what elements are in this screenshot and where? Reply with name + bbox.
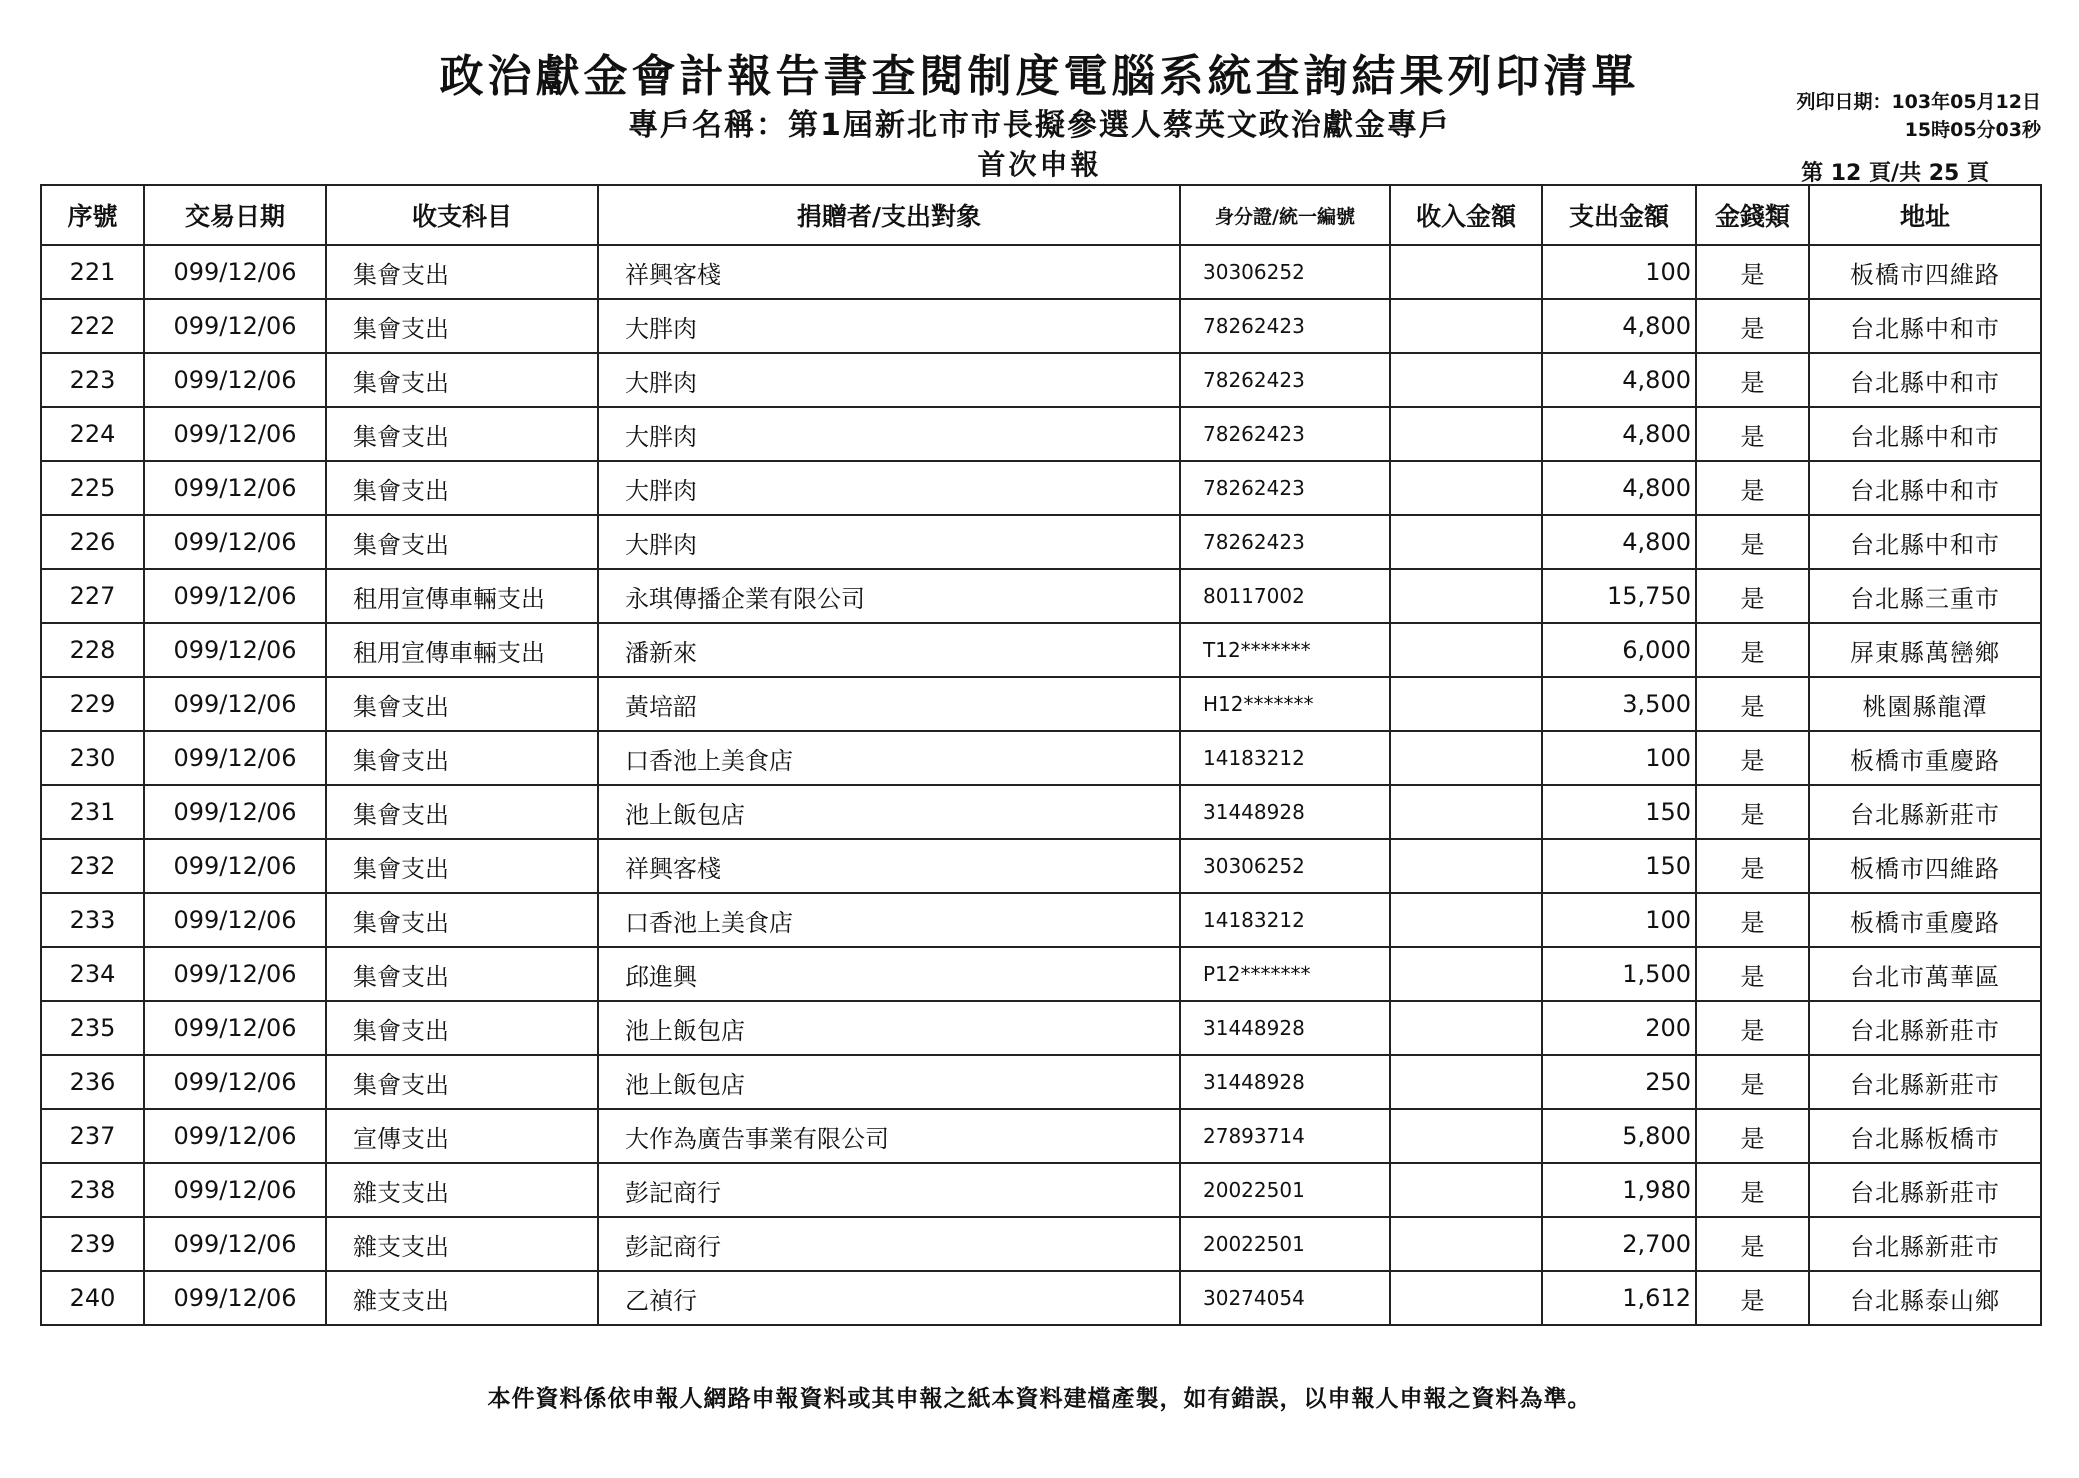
cell-date: 099/12/06 [144,839,326,893]
cell-expense: 4,800 [1542,407,1696,461]
table-row [41,731,2041,785]
cell-expense: 3,500 [1542,677,1696,731]
col-header-id: 身分證/統一編號 [1180,185,1390,245]
cell-date: 099/12/06 [144,623,326,677]
cell-cash: 是 [1696,677,1809,731]
cell-date: 099/12/06 [144,569,326,623]
cell-expense: 150 [1542,839,1696,893]
table-row [41,515,2041,569]
cell-address: 桃園縣龍潭 [1809,677,2041,731]
cell-party: 潘新來 [598,623,1180,677]
cell-cash: 是 [1696,245,1809,299]
print-date-line1: 列印日期：103年05月12日 [1796,91,2041,113]
cell-income [1390,1109,1542,1163]
table-row [41,893,2041,947]
col-header-address: 地址 [1809,185,2041,245]
cell-cash: 是 [1696,353,1809,407]
header-row [41,185,2041,245]
cell-cash: 是 [1696,1217,1809,1271]
cell-category: 雜支支出 [326,1163,598,1217]
cell-date: 099/12/06 [144,893,326,947]
cell-expense: 4,800 [1542,299,1696,353]
cell-seq: 221 [41,245,144,299]
cell-address: 台北縣三重市 [1809,569,2041,623]
cell-party: 口香池上美食店 [598,893,1180,947]
cell-expense: 5,800 [1542,1109,1696,1163]
print-time-line2: 15時05分03秒 [1904,119,2041,141]
cell-date: 099/12/06 [144,1217,326,1271]
cell-income [1390,515,1542,569]
cell-address: 台北縣中和市 [1809,515,2041,569]
cell-address: 台北縣新莊市 [1809,1001,2041,1055]
table-row [41,1109,2041,1163]
cell-seq: 238 [41,1163,144,1217]
cell-seq: 224 [41,407,144,461]
account-name: 專戶名稱：第1屆新北市市長擬參選人蔡英文政治獻金專戶 [628,108,1451,143]
cell-id: 78262423 [1180,299,1390,353]
cell-seq: 232 [41,839,144,893]
print-date [1796,88,2041,144]
cell-seq: 234 [41,947,144,1001]
cell-address: 台北縣新莊市 [1809,785,2041,839]
cell-income [1390,947,1542,1001]
cell-party: 大胖肉 [598,353,1180,407]
cell-income [1390,1055,1542,1109]
cell-category: 集會支出 [326,785,598,839]
cell-category: 集會支出 [326,245,598,299]
cell-address: 台北縣中和市 [1809,461,2041,515]
table-row [41,461,2041,515]
cell-income [1390,677,1542,731]
col-header-date: 交易日期 [144,185,326,245]
cell-seq: 236 [41,1055,144,1109]
cell-category: 租用宣傳車輛支出 [326,623,598,677]
cell-category: 集會支出 [326,515,598,569]
col-header-seq: 序號 [41,185,144,245]
cell-income [1390,461,1542,515]
cell-income [1390,569,1542,623]
cell-seq: 235 [41,1001,144,1055]
cell-income [1390,1271,1542,1325]
cell-address: 台北縣中和市 [1809,407,2041,461]
cell-id: 30306252 [1180,245,1390,299]
cell-category: 集會支出 [326,839,598,893]
cell-category: 集會支出 [326,677,598,731]
cell-id: T12******* [1180,623,1390,677]
cell-date: 099/12/06 [144,1163,326,1217]
cell-id: H12******* [1180,677,1390,731]
report-title: 政治獻金會計報告書查閱制度電腦系統查詢結果列印清單 [439,51,1640,102]
table-row [41,1217,2041,1271]
cell-category: 集會支出 [326,1001,598,1055]
col-header-income: 收入金額 [1390,185,1542,245]
cell-seq: 239 [41,1217,144,1271]
cell-income [1390,407,1542,461]
cell-date: 099/12/06 [144,1055,326,1109]
cell-date: 099/12/06 [144,1109,326,1163]
cell-cash: 是 [1696,1163,1809,1217]
cell-category: 宣傳支出 [326,1109,598,1163]
cell-party: 池上飯包店 [598,1001,1180,1055]
footer-note: 本件資料係依申報人網路申報資料或其申報之紙本資料建檔產製，如有錯誤，以申報人申報之資料為準。 [487,1386,1592,1412]
cell-income [1390,731,1542,785]
cell-id: P12******* [1180,947,1390,1001]
col-header-party: 捐贈者/支出對象 [598,185,1180,245]
cell-category: 租用宣傳車輛支出 [326,569,598,623]
cell-cash: 是 [1696,731,1809,785]
cell-address: 台北縣新莊市 [1809,1217,2041,1271]
cell-party: 池上飯包店 [598,1055,1180,1109]
cell-cash: 是 [1696,461,1809,515]
cell-id: 27893714 [1180,1109,1390,1163]
cell-expense: 1,980 [1542,1163,1696,1217]
declare-type: 首次申報 [977,148,1102,181]
cell-cash: 是 [1696,1271,1809,1325]
cell-party: 彭記商行 [598,1163,1180,1217]
cell-cash: 是 [1696,515,1809,569]
cell-date: 099/12/06 [144,299,326,353]
cell-date: 099/12/06 [144,947,326,1001]
cell-expense: 15,750 [1542,569,1696,623]
cell-address: 台北縣新莊市 [1809,1055,2041,1109]
cell-income [1390,1001,1542,1055]
cell-id: 14183212 [1180,893,1390,947]
cell-expense: 100 [1542,245,1696,299]
cell-id: 78262423 [1180,515,1390,569]
table-row [41,839,2041,893]
cell-seq: 229 [41,677,144,731]
cell-seq: 225 [41,461,144,515]
cell-party: 大胖肉 [598,515,1180,569]
cell-party: 口香池上美食店 [598,731,1180,785]
cell-address: 屏東縣萬巒鄉 [1809,623,2041,677]
table-row [41,353,2041,407]
table-row [41,677,2041,731]
cell-expense: 4,800 [1542,515,1696,569]
cell-id: 78262423 [1180,461,1390,515]
table-row [41,407,2041,461]
cell-address: 板橋市四維路 [1809,245,2041,299]
cell-income [1390,893,1542,947]
cell-id: 80117002 [1180,569,1390,623]
cell-date: 099/12/06 [144,407,326,461]
cell-category: 雜支支出 [326,1271,598,1325]
cell-address: 台北縣新莊市 [1809,1163,2041,1217]
cell-id: 31448928 [1180,785,1390,839]
cell-expense: 1,500 [1542,947,1696,1001]
cell-category: 集會支出 [326,353,598,407]
cell-date: 099/12/06 [144,731,326,785]
cell-expense: 150 [1542,785,1696,839]
cell-seq: 226 [41,515,144,569]
cell-id: 30274054 [1180,1271,1390,1325]
cell-expense: 100 [1542,893,1696,947]
cell-seq: 228 [41,623,144,677]
cell-expense: 4,800 [1542,353,1696,407]
cell-address: 台北縣中和市 [1809,353,2041,407]
table-row [41,947,2041,1001]
table-row [41,1001,2041,1055]
cell-party: 大胖肉 [598,461,1180,515]
cell-seq: 237 [41,1109,144,1163]
cell-cash: 是 [1696,1109,1809,1163]
cell-date: 099/12/06 [144,461,326,515]
col-header-expense: 支出金額 [1542,185,1696,245]
cell-date: 099/12/06 [144,1001,326,1055]
cell-address: 板橋市四維路 [1809,839,2041,893]
cell-cash: 是 [1696,947,1809,1001]
cell-cash: 是 [1696,1001,1809,1055]
cell-income [1390,623,1542,677]
cell-id: 78262423 [1180,407,1390,461]
cell-party: 大胖肉 [598,407,1180,461]
cell-income [1390,839,1542,893]
table-row [41,569,2041,623]
cell-income [1390,353,1542,407]
cell-income [1390,299,1542,353]
cell-category: 集會支出 [326,1055,598,1109]
cell-date: 099/12/06 [144,515,326,569]
table-row [41,299,2041,353]
cell-party: 黃培韶 [598,677,1180,731]
cell-expense: 2,700 [1542,1217,1696,1271]
table-row [41,1271,2041,1325]
cell-date: 099/12/06 [144,1271,326,1325]
cell-date: 099/12/06 [144,353,326,407]
cell-date: 099/12/06 [144,245,326,299]
cell-cash: 是 [1696,623,1809,677]
cell-cash: 是 [1696,299,1809,353]
col-header-cash: 金錢類 [1696,185,1809,245]
cell-id: 20022501 [1180,1217,1390,1271]
cell-party: 邱進興 [598,947,1180,1001]
cell-address: 台北市萬華區 [1809,947,2041,1001]
cell-expense: 250 [1542,1055,1696,1109]
cell-party: 池上飯包店 [598,785,1180,839]
cell-address: 台北縣中和市 [1809,299,2041,353]
table-row [41,623,2041,677]
cell-seq: 240 [41,1271,144,1325]
cell-expense: 100 [1542,731,1696,785]
cell-id: 31448928 [1180,1001,1390,1055]
cell-cash: 是 [1696,893,1809,947]
cell-category: 集會支出 [326,731,598,785]
cell-party: 大胖肉 [598,299,1180,353]
cell-cash: 是 [1696,839,1809,893]
cell-income [1390,1217,1542,1271]
cell-party: 乙禎行 [598,1271,1180,1325]
cell-income [1390,1163,1542,1217]
cell-id: 31448928 [1180,1055,1390,1109]
cell-cash: 是 [1696,785,1809,839]
cell-category: 集會支出 [326,299,598,353]
cell-party: 大作為廣告事業有限公司 [598,1109,1180,1163]
cell-category: 雜支支出 [326,1217,598,1271]
cell-seq: 231 [41,785,144,839]
cell-seq: 223 [41,353,144,407]
table-row [41,1055,2041,1109]
cell-seq: 230 [41,731,144,785]
cell-address: 板橋市重慶路 [1809,893,2041,947]
cell-address: 台北縣板橋市 [1809,1109,2041,1163]
cell-id: 14183212 [1180,731,1390,785]
cell-expense: 200 [1542,1001,1696,1055]
table-row [41,245,2041,299]
cell-income [1390,245,1542,299]
cell-party: 永琪傳播企業有限公司 [598,569,1180,623]
table-body [41,245,2041,1325]
cell-party: 祥興客棧 [598,839,1180,893]
cell-cash: 是 [1696,1055,1809,1109]
table-row [41,785,2041,839]
cell-address: 板橋市重慶路 [1809,731,2041,785]
cell-expense: 1,612 [1542,1271,1696,1325]
cell-id: 78262423 [1180,353,1390,407]
table-row [41,1163,2041,1217]
cell-seq: 233 [41,893,144,947]
cell-party: 彭記商行 [598,1217,1180,1271]
page-info: 第 12 頁/共 25 頁 [1801,161,1989,186]
cell-party: 祥興客棧 [598,245,1180,299]
records-table [40,184,2042,1326]
cell-seq: 227 [41,569,144,623]
cell-seq: 222 [41,299,144,353]
cell-income [1390,785,1542,839]
cell-id: 30306252 [1180,839,1390,893]
cell-category: 集會支出 [326,461,598,515]
cell-expense: 4,800 [1542,461,1696,515]
cell-cash: 是 [1696,407,1809,461]
cell-cash: 是 [1696,569,1809,623]
cell-id: 20022501 [1180,1163,1390,1217]
cell-address: 台北縣泰山鄉 [1809,1271,2041,1325]
col-header-category: 收支科目 [326,185,598,245]
cell-date: 099/12/06 [144,677,326,731]
cell-date: 099/12/06 [144,785,326,839]
cell-category: 集會支出 [326,947,598,1001]
cell-expense: 6,000 [1542,623,1696,677]
cell-category: 集會支出 [326,407,598,461]
cell-category: 集會支出 [326,893,598,947]
